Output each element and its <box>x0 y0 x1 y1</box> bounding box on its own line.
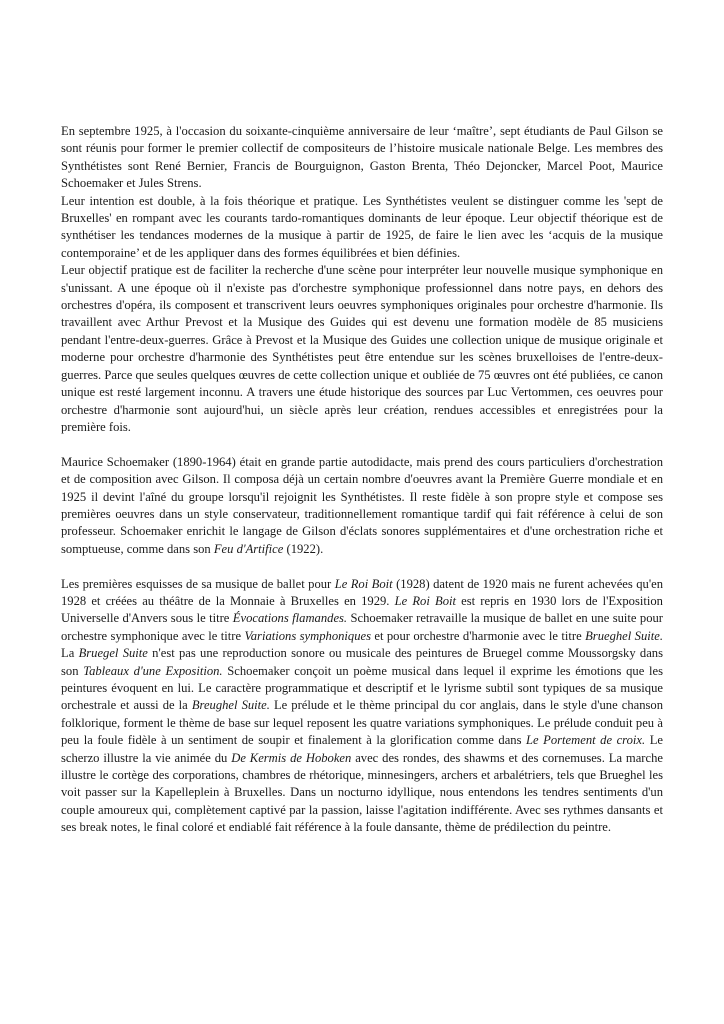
work-title: Tableaux d'une Exposition. <box>83 663 223 678</box>
work-title: Le Portement de croix. <box>526 733 646 748</box>
work-title: Le Roi Boit <box>394 593 456 608</box>
paragraph-schoemaker-bio: Maurice Schoemaker (1890-1964) était en grande partie autodidacte, mais prend des cours particuliers d'orchestration et de composition avec Gilson. Il composa déjà un certain nombre d'oeuvres avant la Première Guerre mondiale et en 1925 il devint l'aîné du groupe lorsqu'il rejoignit les Synthétistes. Il reste fidèle à son propre style et compose ses premières oeuvres dans un style conservateur, traditionnellement romantique tardif qui fait référence à celui de son professeur. Schoemaker enrichit le langage de Gilson d'éclats sonores supplémentaires et d'une orchestration riche et somptueuse, comme dans son Feu d'Artifice (1922). <box>61 454 663 556</box>
paragraph-synthetistes-intro: En septembre 1925, à l'occasion du soixante-cinquième anniversaire de leur ‘maître’, sept étudiants de Paul Gilson se sont réunis pour former le premier collectif de compositeurs de l’histoire musicale nationale Belge. Les membres des Synthétistes sont René Bernier, Francis de Bourguignon, Gaston Brenta, Théo Dejoncker, Marcel Poot, Maurice Schoemaker et Jules Strens. <box>61 124 663 191</box>
work-title: Le Roi Boit <box>334 576 393 591</box>
paragraph-le-roi-boit: Les premières esquisses de sa musique de ballet pour Le Roi Boit (1928) datent de 1920 mais ne furent achevées qu'en 1928 et créées au théâtre de la Monnaie à Bruxelles en 1929. Le Roi Boit est repris en 1930 lors de l'Exposition Universelle d'Anvers sous le titre Évocations flamandes. Schoemaker retravaille la musique de ballet en une suite pour orchestre symphonique avec le titre Variations symphoniques et pour orchestre d'harmonie avec le titre Brueghel Suite. La Bruegel Suite n'est pas une reproduction sonore ou musicale des peintures de Bruegel comme Moussorgsky dans son Tableaux d'une Exposition. Schoemaker conçoit un poème musical dans lequel il exprime les émotions que les peintures évoquent en lui. Le caractère programmatique et descriptif et le lyrisme subtil sont typiques de sa musique orchestrale et aussi de la Breughel Suite. Le prélude et le thème principal du cor anglais, dans le style d'une chanson folklorique, forment le thème de base sur lequel reposent les quatre variations symphoniques. Le prélude conduit peu à peu la foule fidèle à un sentiment de soupir et finalement à la glorification comme dans Le Portement de croix. Le scherzo illustre la vie animée du De Kermis de Hoboken avec des rondes, des shawms et des cornemuses. La marche illustre le cortège des corporations, chambres de rhétorique, minnesingers, archers et arbalétriers, tels que Brueghel les voit passer sur la Kapelleplein à Bruxelles. Dans un nocturno idyllique, nous entendons les tendres sentiments d'un couple amoureux qui, complètement captivé par la passion, laisse l'agitation indifférente. Avec ses rythmes dansants et ses break notes, le final coloré et endiablé fait référence à la foule dansante, thème de prédilection du peintre. <box>61 576 664 835</box>
work-title: Variations symphoniques <box>244 628 371 643</box>
document-body <box>61 123 663 837</box>
work-title: Breughel Suite. <box>191 698 270 713</box>
work-title: De Kermis de Hoboken <box>231 750 352 765</box>
paragraph-objectif-pratique: Leur objectif pratique est de faciliter la recherche d'une scène pour interpréter leur nouvelle musique symphonique en s'unissant. A une époque où il n'existe pas d'orchestre symphonique professionnel dans notre pays, en dehors des orchestres d'opéra, ils composent et transcrivent leurs oeuvres symphoniques originales pour orchestre d'harmonie. Ils travaillent avec Arthur Prevost et la Musique des Guides qui est devenu une formation modèle de 85 musiciens pendant l'entre-deux-guerres. Grâce à Prevost et la Musique des Guides une collection unique de musique originale et moderne pour orchestre d'harmonie des Synthétistes peut être entendue sur les scènes bruxelloises de l'entre-deux-guerres. Parce que seules quelques œuvres de cette collection unique et oubliée de 75 œuvres ont été publiées, ce canon unique est resté largement inconnu. A travers une étude historique des sources par Luc Vertommen, ces oeuvres pour orchestre d'harmonie sont aujourd'hui, un siècle après leur création, rendues accessibles et enregistrées pour la première fois. <box>61 263 663 434</box>
paragraph-spacer <box>61 436 663 453</box>
work-title: Bruegel Suite <box>78 646 148 661</box>
paragraph-intention: Leur intention est double, à la fois théorique et pratique. Les Synthétistes veulent se distinguer comme les 'sept de Bruxelles' en rompant avec les courants tardo-romantiques dominants de leur époque. Leur objectif théorique est de synthétiser les tendances modernes de la musique à partir de 1925, de faire le lien avec les ‘acquis de la musique contemporaine’ et de les appliquer dans des formes équilibrées et bien définies. <box>61 193 663 260</box>
work-title: Évocations flamandes. <box>232 611 348 626</box>
work-title: Feu d'Artifice <box>213 541 284 556</box>
work-title: Brueghel Suite. <box>585 628 663 643</box>
paragraph-spacer <box>61 558 663 575</box>
